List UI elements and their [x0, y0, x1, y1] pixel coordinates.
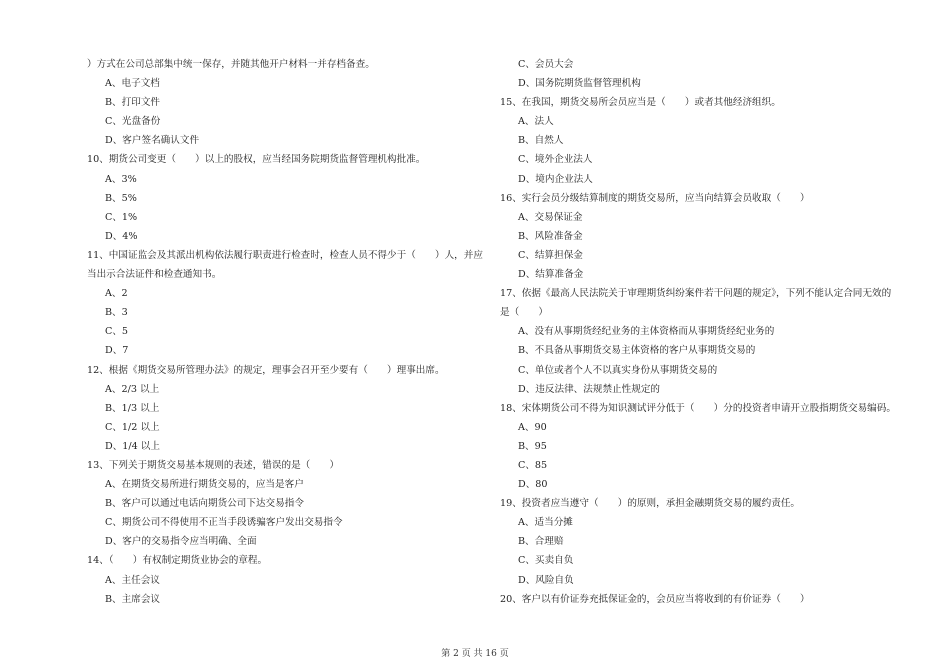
- answer-option: A、没有从事期货经纪业务的主体资格而从事期货经纪业务的: [518, 326, 775, 338]
- question-text: 当出示合法证件和检查通知书。: [87, 269, 222, 281]
- answer-option: A、3%: [105, 173, 137, 185]
- answer-option: C、5: [105, 326, 129, 338]
- answer-option: A、90: [518, 421, 547, 433]
- answer-option: A、2: [105, 288, 128, 300]
- answer-option: A、在期货交易所进行期货交易的，应当是客户: [105, 479, 304, 491]
- question-text: 18、宋体期货公司不得为知识测试评分低于（ ）分的投资者申请开立股指期货交易编码。: [500, 402, 896, 414]
- answer-option: B、1/3 以上: [105, 402, 160, 414]
- page-footer: 第 2 页 共 16 页: [441, 649, 509, 659]
- answer-option: D、国务院期货监督管理机构: [518, 78, 641, 90]
- answer-option: D、违反法律、法规禁止性规定的: [518, 383, 661, 395]
- answer-option: B、不具备从事期货交易主体资格的客户从事期货交易的: [518, 345, 756, 357]
- answer-option: C、期货公司不得使用不正当手段诱骗客户发出交易指令: [105, 517, 343, 529]
- question-text: ）方式在公司总部集中统一保存，并随其他开户材料一并存档备查。: [87, 59, 375, 70]
- answer-option: B、5%: [105, 192, 137, 204]
- answer-option: A、电子文档: [105, 78, 160, 90]
- answer-option: D、7: [105, 345, 129, 357]
- question-text: 17、依据《最高人民法院关于审理期货纠纷案件若干问题的规定》，下列不能认定合同无效的: [500, 288, 892, 300]
- question-text: 20、客户以有价证券充抵保证金的，会员应当将收到的有价证券（ ）: [500, 593, 810, 605]
- question-text: 16、实行会员分级结算制度的期货交易所，应当向结算会员收取（ ）: [500, 192, 810, 204]
- answer-option: B、合理赔: [518, 536, 564, 548]
- answer-option: D、客户的交易指令应当明确、全面: [105, 536, 257, 548]
- answer-option: C、境外企业法人: [518, 154, 593, 166]
- answer-option: D、境内企业法人: [518, 173, 593, 185]
- answer-option: B、客户可以通过电话向期货公司下达交易指令: [105, 498, 304, 510]
- answer-option: A、适当分摊: [518, 517, 573, 529]
- answer-option: D、1/4 以上: [105, 440, 160, 452]
- answer-option: B、95: [518, 440, 547, 452]
- answer-option: C、买卖自负: [518, 555, 574, 567]
- answer-option: B、3: [105, 307, 128, 319]
- answer-option: A、法人: [518, 116, 554, 128]
- question-text: 14、（ ）有权制定期货业协会的章程。: [87, 555, 268, 567]
- answer-option: C、单位或者个人不以真实身份从事期货交易的: [518, 364, 718, 376]
- question-text: 11、中国证监会及其派出机构依法履行职责进行检查时，检查人员不得少于（ ）人，并应: [87, 249, 483, 261]
- answer-option: C、会员大会: [518, 59, 574, 70]
- answer-option: D、4%: [105, 230, 138, 242]
- answer-option: C、1%: [105, 211, 138, 223]
- question-text: 15、在我国，期货交易所会员应当是（ ）或者其他经济组织。: [500, 97, 781, 109]
- left-column: [87, 55, 487, 609]
- answer-option: C、光盘备份: [105, 116, 161, 128]
- answer-option: B、打印文件: [105, 97, 161, 109]
- question-text: 12、根据《期货交易所管理办法》的规定，理事会召开至少要有（ ）理事出席。: [87, 364, 445, 376]
- question-text: 是（ ）: [500, 307, 548, 319]
- answer-option: C、85: [518, 459, 548, 471]
- answer-option: C、1/2 以上: [105, 421, 160, 433]
- answer-option: C、结算担保金: [518, 249, 583, 261]
- question-text: 19、投资者应当遵守（ ）的原则，承担金融期货交易的履约责任。: [500, 498, 801, 510]
- answer-option: D、结算准备金: [518, 269, 584, 281]
- answer-option: D、风险自负: [518, 574, 574, 586]
- answer-option: A、交易保证金: [518, 211, 583, 223]
- question-text: 10、期货公司变更（ ）以上的股权，应当经国务院期货监督管理机构批准。: [87, 154, 426, 166]
- right-column: [500, 55, 910, 609]
- answer-option: B、自然人: [518, 135, 564, 147]
- answer-option: B、主席会议: [105, 593, 161, 605]
- question-text: 13、下列关于期货交易基本规则的表述，错误的是（ ）: [87, 459, 340, 471]
- answer-option: B、风险准备金: [518, 230, 583, 242]
- answer-option: D、客户签名确认文件: [105, 135, 200, 147]
- answer-option: D、80: [518, 479, 548, 491]
- answer-option: A、2/3 以上: [105, 383, 160, 395]
- answer-option: A、主任会议: [105, 574, 160, 586]
